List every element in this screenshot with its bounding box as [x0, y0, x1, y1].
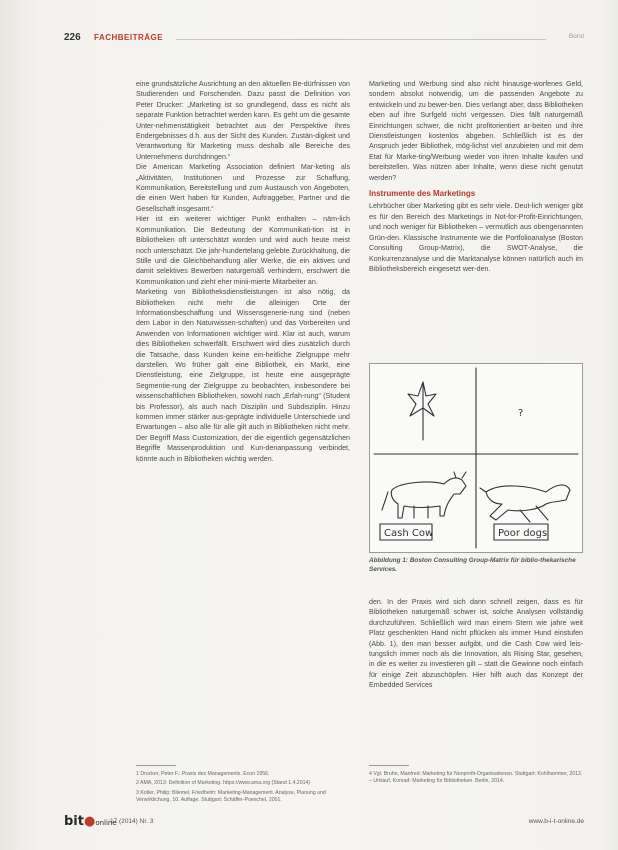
- left-column: [136, 79, 350, 464]
- figure-caption: Abbildung 1: Boston Consulting Group-Matrix für biblio-thekarische Services.: [369, 557, 576, 573]
- paragraph: Marketing von Bibliotheksdienstleistungen ist also nötig, da Bibliotheken nicht mehr die alleinigen Orte der Informationsbeschaffung und Wissensgenerie-rung sind (neben dem Labor in den Naturwissen-schaften) und das Vorbereiten und Anwenden von Informationen wichtiger wird. Klar ist auch, warum dies Bibliotheken schwerfällt. Erschwert wird dies zusätzlich durch die Tatsache, dass Kunden keine ein-heitliche Zielgruppe mehr darstellen. Wo früher galt eine Bibliothek, ein Markt, eine Dienstleistung, eine Zielgruppe, ist heute eine ausgeprägte Segmentie-rung der Zielgruppe zu beobachten, insbesondere bei wissenschaftlichen Bibliotheken, sowohl nach „Erfah-rung“ (Student bis Professor), als auch nach Disziplin und Subdisziplin. Hinzu kommen immer stärker aus-geprägte individuelle Unterschiede und Erwartungen – also alle für alle gilt auch in Bibliotheken nicht mehr. Der Begriff Mass Customization, der die eigentlich gegensätzlichen Begriffe Massenproduktion und Kun-denanpassung verbindet, könnte auch in Bibliotheken wichtig werden.: [136, 288, 350, 463]
- footnote: 3 Kotler, Philip; Bliemel, Friedhelm: Marketing-Management. Analyse, Planung und Verwirklichung. 10. Auflage. Stuttgart: Schäffer-Poeschel, 2001.: [136, 789, 326, 804]
- footnote-rule: [136, 765, 176, 766]
- footnotes-right: [369, 771, 583, 788]
- footnote: 1 Drucker, Peter F.: Praxis des Managements. Econ 1956.: [136, 771, 270, 777]
- paragraph: Marketing und Werbung sind also nicht hinausge-worfenes Geld, sondern absolut notwendig, um die passenden Angebote zu entwickeln und zu bewer-ben. Dies verlangt aber, dass Bibliotheken eben auf ihre Surfgeld nicht vergessen. Dies fällt naturgemäß Einrichtungen schwer, die nicht profitorientiert ar-beiten und ihre Dienstleistungen kostenlos abgeben. Schließlich ist es der Anspruch jeder Bibliothek, mög-lichst viel anzubieten und mit dem Etat für Marke-ting/Werbung wieder von ihren Inhalte kaufen und bereitstellen. Was nützen aber Inhalte, wenn diese nicht genutzt werden?: [369, 80, 583, 182]
- issue-info: 17 (2014) Nr. 3: [110, 818, 154, 825]
- subheading: Instrumente des Marketings: [369, 189, 476, 199]
- page-footer: [64, 814, 584, 828]
- star-icon: [408, 382, 436, 440]
- right-column-bottom: [369, 597, 583, 691]
- journal-logo: bit●online: [64, 814, 117, 829]
- paragraph: Die American Marketing Association definiert Mar-keting als „Aktivitäten, Institutionen und Prozesse zur Schaffung, Kommunikation, Bereitstellung und zum Austausch von Angeboten, die einen Wert haben für Kunden, Auftraggeber, Partner und die Gesellschaft insgesamt.“: [136, 163, 350, 213]
- bcg-matrix-sketch: [370, 364, 582, 552]
- section-title: FACHBEITRÄGE: [94, 33, 164, 42]
- header-rule: [176, 39, 546, 40]
- cow-icon: [382, 472, 466, 518]
- question-mark: ?: [518, 408, 524, 419]
- paragraph: Lehrbücher über Marketing gibt es sehr viele. Deut-lich weniger gibt es für den Bereich des Marketings in Not-for-Profit-Einrichtungen, und noch weniger für Bibliotheken – vermutlich aus obengenannten Grün-den. Klassische Instrumente wie die Portfolioanalyse (Boston Consulting Group-Matrix), die SWOT-Analyse, die Konkurrenzanalyse und die Marktanalyse können natürlich auch im Bibliotheksbereich eingesetzt wer-den.: [369, 202, 583, 273]
- footnote: 4 Vgl. Bruhn, Manfred: Marketing für Nonprofit-Organisationen. Stuttgart: Kohlhammer, 2012. – Umlauf, Konrad: Marketing für Bibliotheken. Berlin, 2014.: [369, 771, 583, 785]
- page-header: [64, 32, 584, 46]
- header-author: Borst: [568, 33, 584, 40]
- dog-icon: [480, 485, 570, 522]
- poor-dogs-label: Poor dogs: [498, 528, 548, 539]
- right-column-top: [369, 79, 583, 274]
- paragraph: eine grundsätzliche Ausrichtung an den aktuellen Be-dürfnissen von Studierenden und Forschenden. Dazu passt die Definition von Peter Drucker: „Marketing ist so grundlegend, dass es nicht als separate Funktion betrachtet werden kann. Es geht um die gesamte Unter-nehmenstätigkeit betrachtet aus der Perspektive ihres Endergebnisses d.h. aus der Sicht des Kunden. Zustän-digkeit und Verantwortung für Marketing muss deshalb alle Bereiche des Unternehmens durchdringen.“: [136, 80, 350, 161]
- page-number: 226: [64, 32, 81, 43]
- footnote-rule: [369, 765, 409, 766]
- footnotes-left: [136, 771, 350, 807]
- paragraph: den. In der Praxis wird sich dann schnell zeigen, dass es für Bibliotheken naturgemäß schwer ist, solche Analysen vollständig durchzuführen. Schließlich wird man einem Stern wie jahre weit Platz geschenkten Hand nicht pflücken als immer Hund einstufen (Abb. 1), den man besser aufgibt, und die Cash Cow wird leis-tungslich immer noch als die Innovation, als Rising Star, gesehen, in die es weiter zu investieren gilt – statt die Gewinne noch einfach für einige Zeit abzuschöpfen. Hier hilft auch das Konzept der Embedded Services: [369, 598, 583, 690]
- paragraph: Hier ist ein weiterer wichtiger Punkt enthalten – näm-lich Kommunikation. Die Bedeutung der Kommunikati-tion ist in Bibliotheken oft unterschätzt worden und wird auch heute meist noch unterschätzt. Die jahr-hundertelang gelebte Zurückhaltung, die Stille und die Gleichbehandlung aller Werke, die ein aktives und damit selektives Bewerben naturgemäß verhindern, erschwert die Kommunikation und zieht eher minii-mierte Mitarbeiter an.: [136, 215, 350, 286]
- footnote: 2 AMA, 2013: Definition of Marketing. https://www.ama.org (Stand 1.4.2014): [136, 780, 311, 787]
- journal-url: www.b-i-t-online.de: [528, 818, 584, 825]
- bcg-matrix-figure: [369, 363, 583, 553]
- cash-cow-label: Cash Cow: [384, 528, 434, 539]
